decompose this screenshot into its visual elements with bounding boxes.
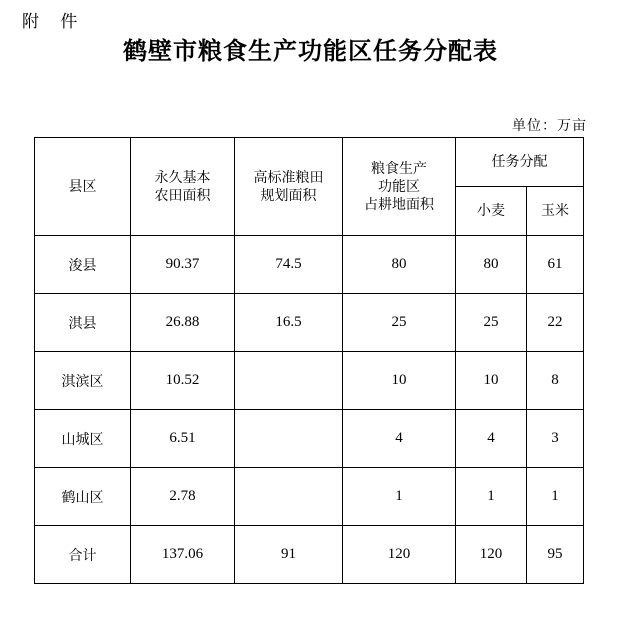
cell-permanent-farmland: 90.37 [131,236,235,294]
cell-high-standard: 74.5 [235,236,343,294]
table-row [35,352,584,410]
header-wheat-label: 小麦 [477,203,505,219]
cell-wheat: 1 [456,468,527,526]
header-wheat [456,187,527,236]
cell-high-standard [235,468,343,526]
cell-county: 山城区 [35,410,131,468]
header-county-label: 县区 [68,178,97,195]
cell-corn: 22 [527,294,584,352]
cell-grain-zone: 25 [343,294,456,352]
table-row-total [35,526,584,584]
header-permanent-farmland-line1: 永久基本 [154,169,211,186]
header-task-allocation-label: 任务分配 [491,154,548,170]
cell-grain-zone: 120 [343,526,456,584]
header-county [35,138,131,236]
cell-permanent-farmland: 2.78 [131,468,235,526]
header-grain-zone-line1: 粮食生产 [371,160,427,177]
header-high-standard-line2: 规划面积 [260,187,317,204]
cell-high-standard [235,410,343,468]
cell-grain-zone: 80 [343,236,456,294]
cell-wheat: 10 [456,352,527,410]
cell-grain-zone: 4 [343,410,456,468]
cell-county: 淇县 [35,294,131,352]
table-row [35,294,584,352]
header-permanent-farmland [131,138,235,236]
allocation-table [34,137,584,584]
cell-high-standard: 91 [235,526,343,584]
header-corn [527,187,584,236]
header-high-standard [235,138,343,236]
cell-wheat: 120 [456,526,527,584]
unit-label: 单位：万亩 [512,118,587,134]
cell-corn: 95 [527,526,584,584]
cell-wheat: 4 [456,410,527,468]
cell-corn: 3 [527,410,584,468]
cell-permanent-farmland: 10.52 [131,352,235,410]
table-row [35,410,584,468]
cell-permanent-farmland: 26.88 [131,294,235,352]
table-row [35,236,584,294]
cell-county: 浚县 [35,236,131,294]
header-grain-zone-line3: 占耕地面积 [364,196,434,213]
cell-grain-zone: 10 [343,352,456,410]
cell-county: 鹤山区 [35,468,131,526]
header-high-standard-line1: 高标准粮田 [253,169,324,186]
cell-corn: 1 [527,468,584,526]
header-permanent-farmland-line2: 农田面积 [154,187,211,204]
cell-county: 合计 [35,526,131,584]
cell-corn: 8 [527,352,584,410]
cell-wheat: 25 [456,294,527,352]
header-grain-zone [343,138,456,236]
cell-high-standard: 16.5 [235,294,343,352]
cell-county: 淇滨区 [35,352,131,410]
table-row [35,468,584,526]
header-grain-zone-line2: 功能区 [378,178,420,195]
cell-permanent-farmland: 137.06 [131,526,235,584]
cell-grain-zone: 1 [343,468,456,526]
header-corn-label: 玉米 [541,203,569,219]
cell-corn: 61 [527,236,584,294]
attachment-label: 附 件 [22,12,86,32]
cell-high-standard [235,352,343,410]
cell-wheat: 80 [456,236,527,294]
page-title: 鹤壁市粮食生产功能区任务分配表 [123,37,498,65]
cell-permanent-farmland: 6.51 [131,410,235,468]
header-task-allocation [456,138,584,187]
